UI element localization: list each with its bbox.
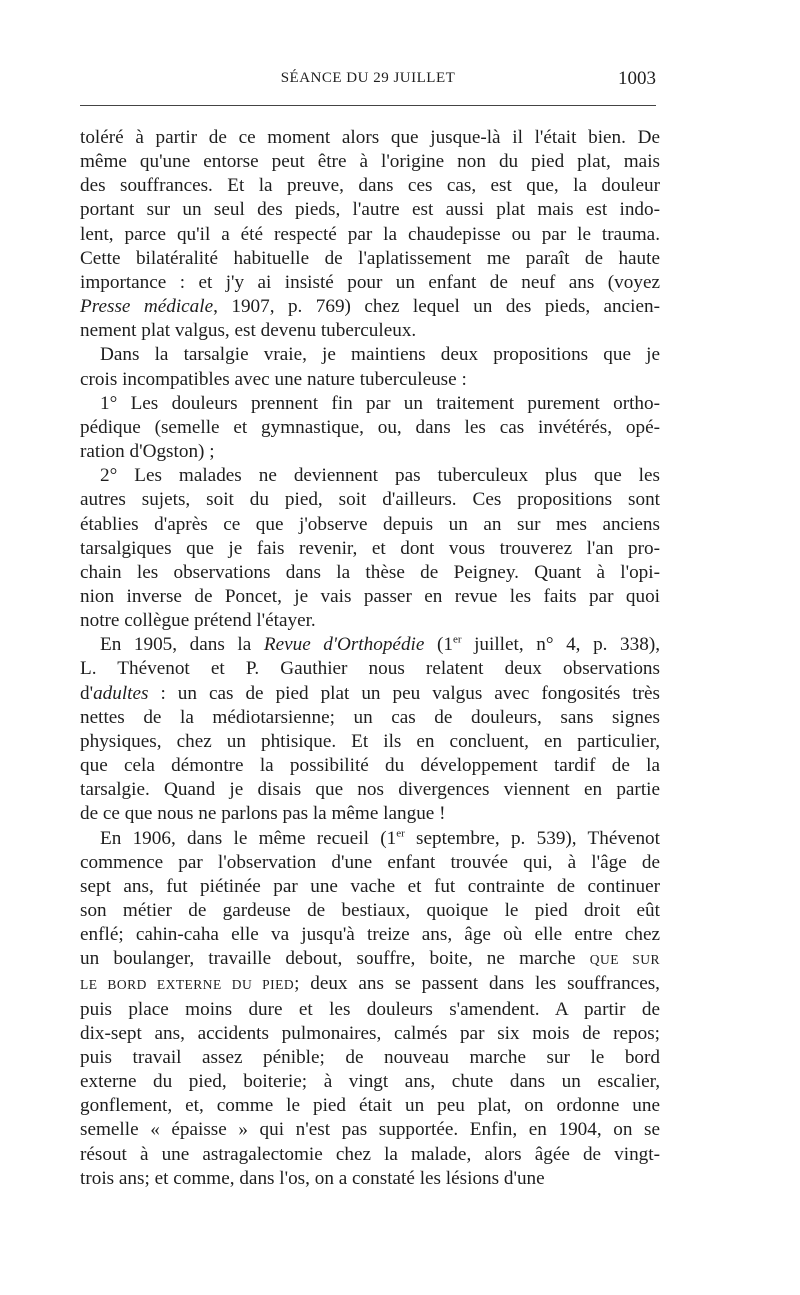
text-line: tarsalgiques que je fais revenir, et dont vous trouverez l'an pro- [80, 537, 660, 559]
text-line: ration d'Ogston) ; [80, 441, 215, 463]
page-number: 1003 [618, 68, 656, 89]
text-line: commence par l'observation d'une enfant trouvée qui, à l'âge de [80, 851, 660, 873]
text-line: toléré à partir de ce moment alors que jusque-là il l'était bien. De [80, 127, 660, 148]
text-line: crois incompatibles avec une nature tuberculeuse : [80, 368, 467, 390]
text-line: Cette bilatéralité habituelle de l'aplatissement me paraît de haute [80, 247, 660, 269]
text-line: importance : et j'y ai insisté pour un enfant de neuf ans (voyez [80, 271, 660, 293]
text-line: gonflement, et, comme le pied était un peu plat, on ordonne une [80, 1095, 660, 1117]
text-line: portant sur un seul des pieds, l'autre est aussi plat mais est indo- [80, 199, 660, 221]
text-line: nettes de la médiotarsienne; un cas de douleurs, sans signes [80, 706, 660, 728]
text-line: d'adultes : un cas de pied plat un peu valgus avec fongosités très [80, 682, 660, 704]
text-line: notre collègue prétend l'étayer. [80, 610, 316, 632]
text-line: enflé; cahin-caha elle va jusqu'à treize ans, âge où elle entre chez [80, 924, 660, 946]
text-line: de ce que nous ne parlons pas la même langue ! [80, 803, 446, 825]
text-line: semelle « épaisse » qui n'est pas supportée. Enfin, en 1904, on se [80, 1119, 660, 1141]
text-line: pédique (semelle et gymnastique, ou, dans les cas invétérés, opé- [80, 416, 660, 438]
text-line: sept ans, fut piétinée par une vache et fut contrainte de continuer [80, 875, 660, 897]
text-line: 1° Les douleurs prennent fin par un traitement purement ortho- [100, 392, 660, 414]
text-line: nion inverse de Poncet, je vais passer en revue les faits par quoi [80, 585, 660, 607]
page-header [80, 68, 656, 98]
text-line: lent, parce qu'il a été respecté par la chaudepisse ou par le trauma. [80, 223, 660, 245]
text-line: physiques, chez un phtisique. Et ils en concluent, en particulier, [80, 730, 660, 752]
text-line: autres sujets, soit du pied, soit d'ailleurs. Ces propositions sont [80, 489, 660, 511]
text-line: En 1906, dans le même recueil (1er septembre, p. 539), Thévenot [100, 827, 660, 849]
body-text [80, 126, 660, 1191]
text-line: tarsalgie. Quand je disais que nos divergences viennent en partie [80, 779, 660, 801]
text-line: 2° Les malades ne deviennent pas tuberculeux plus que les [100, 465, 660, 487]
running-title: SÉANCE DU 29 JUILLET [280, 70, 456, 86]
text-line: des souffrances. Et la preuve, dans ces cas, est que, la douleur [80, 175, 660, 197]
text-line: un boulanger, travaille debout, souffre, boite, ne marche QUE SUR [80, 948, 660, 970]
text-line: L. Thévenot et P. Gauthier nous relatent deux observations [80, 658, 660, 680]
text-line: LE BORD EXTERNE DU PIED; deux ans se passent dans les souffrances, [80, 973, 660, 995]
header-rule [80, 105, 656, 106]
text-line: externe du pied, boiterie; à vingt ans, chute dans un escalier, [80, 1071, 660, 1093]
text-line: que cela démontre la possibilité du développement tardif de la [80, 755, 660, 777]
text-line: chain les observations dans la thèse de Peigney. Quant à l'opi- [80, 561, 660, 583]
text-line: En 1905, dans la Revue d'Orthopédie (1er juillet, n° 4, p. 338), [100, 633, 661, 656]
text-line: même qu'une entorse peut être à l'origine non du pied plat, mais [80, 151, 660, 173]
text-line: son métier de gardeuse de bestiaux, quoique le pied droit eût [80, 900, 660, 921]
text-line: Presse médicale, 1907, p. 769) chez lequel un des pieds, ancien- [80, 296, 660, 318]
text-line: nement plat valgus, est devenu tuberculeux. [80, 320, 417, 342]
text-line: dix-sept ans, accidents pulmonaires, calmés par six mois de repos; [80, 1022, 660, 1044]
text-line: puis place moins dure et les douleurs s'amendent. A partir de [80, 998, 660, 1020]
text-line: trois ans; et comme, dans l'os, on a constaté les lésions d'une [80, 1167, 545, 1189]
text-line: établies d'après ce que j'observe depuis un an sur mes anciens [80, 513, 660, 535]
text-line: résout à une astragalectomie chez la malade, alors âgée de vingt- [80, 1143, 660, 1165]
text-line: puis travail assez pénible; de nouveau marche sur le bord [80, 1046, 660, 1068]
text-line: Dans la tarsalgie vraie, je maintiens deux propositions que je [100, 344, 660, 366]
